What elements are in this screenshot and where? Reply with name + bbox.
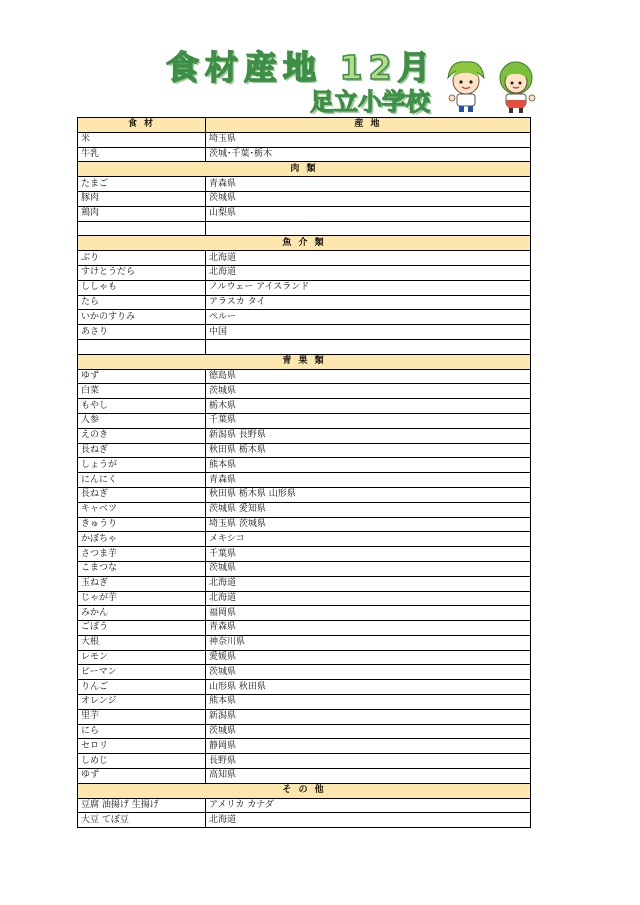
origin-cell: 北海道 [206,591,531,606]
food-cell: 大根 [78,635,206,650]
origin-cell: 埼玉県 [206,132,531,147]
food-cell: たまご [78,177,206,192]
table-row [78,399,531,414]
origin-cell: 静岡県 [206,739,531,754]
origin-cell: 新潟県 [206,709,531,724]
food-cell [78,221,206,236]
food-cell: にら [78,724,206,739]
food-cell: しょうが [78,458,206,473]
section-title: 青 果 類 [78,354,531,369]
origin-cell: 秋田県 栃木県 山形県 [206,487,531,502]
origin-cell: アメリカ カナダ [206,798,531,813]
food-cell: あさり [78,325,206,340]
section-header-row [78,783,531,798]
table-row [78,384,531,399]
food-cell: しめじ [78,754,206,769]
origin-cell: 千葉県 [206,547,531,562]
origin-cell: 茨城･千葉･栃木 [206,147,531,162]
food-cell: りんご [78,680,206,695]
origin-cell: 秋田県 栃木県 [206,443,531,458]
food-cell: えのき [78,428,206,443]
header-origin: 産 地 [206,118,531,133]
table-row [78,473,531,488]
origin-cell: 茨城県 [206,384,531,399]
origin-cell: 中国 [206,325,531,340]
origin-cell: 北海道 [206,813,531,828]
section-title: そ の 他 [78,783,531,798]
table-row [78,650,531,665]
origin-cell [206,221,531,236]
table-row [78,754,531,769]
origin-cell: 長野県 [206,754,531,769]
table-row [78,606,531,621]
table-row [78,458,531,473]
table-row [78,191,531,206]
table-row [78,576,531,591]
table-row [78,635,531,650]
ingredient-origin-table [77,117,531,828]
origin-cell: 茨城県 [206,665,531,680]
table-row [78,265,531,280]
header-food: 食 材 [78,118,206,133]
origin-cell: 徳島県 [206,369,531,384]
section-title: 魚 介 類 [78,236,531,251]
table-row [78,769,531,784]
origin-cell: 北海道 [206,265,531,280]
table-row [78,147,531,162]
origin-cell: 青森県 [206,177,531,192]
table-row [78,680,531,695]
origin-cell: 山形県 秋田県 [206,680,531,695]
origin-cell: 愛媛県 [206,650,531,665]
food-cell: ししゃも [78,280,206,295]
table-row [78,443,531,458]
origin-cell: 熊本県 [206,695,531,710]
table-row [78,339,531,354]
table-row [78,547,531,562]
mascot-illustration [444,56,540,114]
table-row [78,709,531,724]
table-body [78,132,531,827]
table-row [78,561,531,576]
table-row [78,221,531,236]
origin-cell: 千葉県 [206,413,531,428]
food-cell: 長ねぎ [78,443,206,458]
page-title: 食材産地 12月 [166,48,437,87]
food-cell: さつま芋 [78,547,206,562]
section-header-row [78,162,531,177]
table-row [78,502,531,517]
origin-cell: ペルー [206,310,531,325]
food-cell: きゅうり [78,517,206,532]
table-row [78,813,531,828]
food-cell: 牛乳 [78,147,206,162]
section-header-row [78,354,531,369]
table-row [78,487,531,502]
food-cell: ごぼう [78,621,206,636]
table-row [78,739,531,754]
origin-cell: 茨城県 [206,191,531,206]
origin-cell: 茨城県 [206,561,531,576]
table-row [78,591,531,606]
table-row [78,369,531,384]
origin-cell: ノルウェー アイスランド [206,280,531,295]
table-row [78,517,531,532]
table-row [78,295,531,310]
table-header-row [78,118,531,133]
food-cell: いかのすりみ [78,310,206,325]
table-row [78,665,531,680]
food-cell: 豚肉 [78,191,206,206]
food-cell: オレンジ [78,695,206,710]
food-cell: レモン [78,650,206,665]
mascot-right-icon [500,62,535,113]
food-cell: ピーマン [78,665,206,680]
table-row [78,206,531,221]
food-cell: 豆腐 油揚げ 生揚げ [78,798,206,813]
origin-cell [206,339,531,354]
section-header-row [78,236,531,251]
origin-cell: 神奈川県 [206,635,531,650]
origin-cell: 熊本県 [206,458,531,473]
section-title: 肉 類 [78,162,531,177]
food-cell: こまつな [78,561,206,576]
origin-cell: 青森県 [206,621,531,636]
food-cell: 里芋 [78,709,206,724]
origin-cell: アラスカ タイ [206,295,531,310]
origin-cell: 山梨県 [206,206,531,221]
food-cell: たら [78,295,206,310]
food-cell: 人参 [78,413,206,428]
table-row [78,325,531,340]
food-cell: 米 [78,132,206,147]
food-cell: 白菜 [78,384,206,399]
food-cell: すけとうだら [78,265,206,280]
origin-cell: 北海道 [206,251,531,266]
mascot-left-icon [448,62,484,112]
table-row [78,695,531,710]
food-cell: もやし [78,399,206,414]
food-cell: 長ねぎ [78,487,206,502]
origin-cell: 新潟県 長野県 [206,428,531,443]
table-row [78,798,531,813]
food-cell: ぶり [78,251,206,266]
school-name: 足立小学校 [310,88,430,116]
origin-cell: 北海道 [206,576,531,591]
table-row [78,251,531,266]
origin-cell: 埼玉県 茨城県 [206,517,531,532]
table-row [78,280,531,295]
table-row [78,621,531,636]
origin-cell: 高知県 [206,769,531,784]
food-cell: キャベツ [78,502,206,517]
food-cell: にんにく [78,473,206,488]
food-cell: かぼちゃ [78,532,206,547]
table-row [78,413,531,428]
food-cell: みかん [78,606,206,621]
table-row [78,310,531,325]
table-row [78,132,531,147]
table-row [78,428,531,443]
food-cell: 大豆 てぼ豆 [78,813,206,828]
origin-cell: メキシコ [206,532,531,547]
origin-cell: 青森県 [206,473,531,488]
food-cell: 玉ねぎ [78,576,206,591]
food-cell: 鶏肉 [78,206,206,221]
table-row [78,177,531,192]
food-cell [78,339,206,354]
origin-cell: 栃木県 [206,399,531,414]
origin-cell: 茨城県 [206,724,531,739]
food-cell: ゆず [78,769,206,784]
table-row [78,724,531,739]
food-cell: セロリ [78,739,206,754]
origin-cell: 茨城県 愛知県 [206,502,531,517]
origin-cell: 福岡県 [206,606,531,621]
table-row [78,532,531,547]
food-cell: じゃが芋 [78,591,206,606]
food-cell: ゆず [78,369,206,384]
